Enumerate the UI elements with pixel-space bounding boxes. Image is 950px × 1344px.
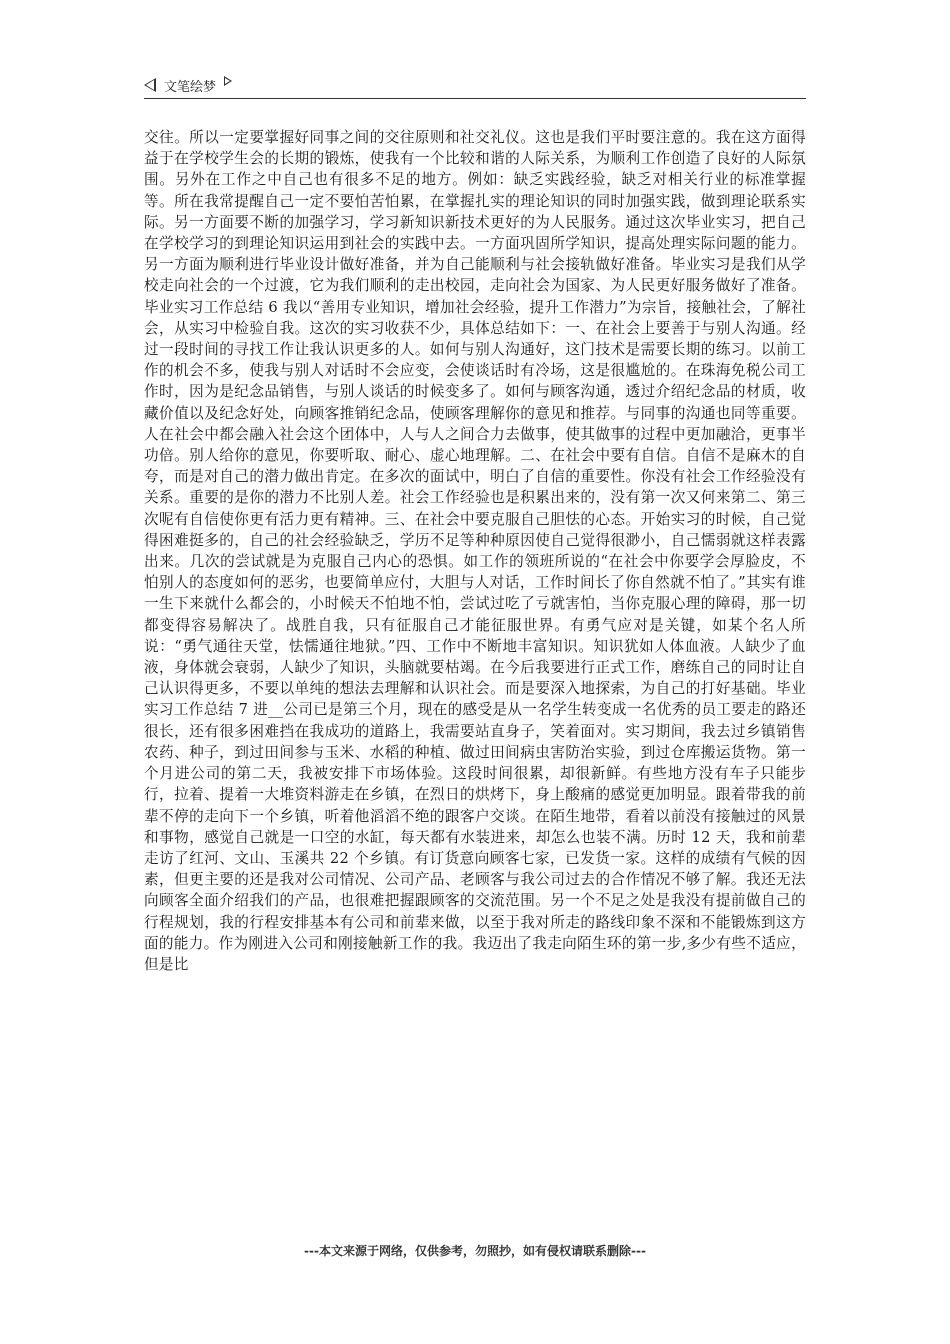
document-body-text: 交往。所以一定要掌握好同事之间的交往原则和社交礼仪。这也是我们平时要注意的。我在这方面得益于在学校学生会的长期的锻炼，使我有一个比较和谐的人际关系，为顺利工作创造了良好的人际氛围。另外在工作之中自己也有很多不足的地方。例如：缺乏实践经验，缺乏对相关行业的标准掌握等。所在我常提醒自己一定不要怕苦怕累，在掌握扎实的理论知识的同时加强实践，做到理论联系实际。另一方面要不断的加强学习，学习新知识新技术更好的为人民服务。通过这次毕业实习，把自己在学校学习的到理论知识运用到社会的实践中去。一方面巩固所学知识，提高处理实际问题的能力。另一方面为顺利进行毕业设计做好准备，并为自己能顺利与社会接轨做好准备。毕业实习是我们从学校走向社会的一个过渡，它为我们顺利的走出校园，走向社会为国家、为人民更好服务做好了准备。毕业实习工作总结 6 我以“善用专业知识，增加社会经验，提升工作潜力”为宗旨，接触社会，了解社会，从实习中检验自我。这次的实习收获不少，具体总结如下：一、在社会上要善于与别人沟通。经过一段时间的寻找工作让我认识更多的人。如何与别人沟通好，这门技术是需要长期的练习。以前工作的机会不多，使我与别人对话时不会应变，会使谈话时有冷场，这是很尴尬的。在珠海免税公司工作时，因为是纪念品销售，与别人谈话的时候变多了。如何与顾客沟通，透过介绍纪念品的材质，收藏价值以及纪念好处，向顾客推销纪念品，使顾客理解你的意见和推荐。与同事的沟通也同等重要。人在社会中都会融入社会这个团体中，人与人之间合力去做事，使其做事的过程中更加融洽，更事半功倍。别人给你的意见，你要听取、耐心、虚心地理解。二、在社会中要有自信。自信不是麻木的自夸，而是对自己的潜力做出肯定。在多次的面试中，明白了自信的重要性。你没有社会工作经验没有关系。重要的是你的潜力不比别人差。社会工作经验也是积累出来的，没有第一次又何来第二、第三次呢有自信使你更有活力更有精神。三、在社会中要克服自己胆怯的心态。开始实习的时候，自己觉得困难挺多的，自己的社会经验缺乏，学历不足等种种原因使自己觉得很渺小，自己懦弱就这样表露出来。几次的尝试就是为克服自己内心的恐惧。如工作的领班所说的“在社会中你要学会厚脸皮，不怕别人的态度如何的恶劣，也要简单应付，大胆与人对话，工作时间长了你自然就不怕了。”其实有谁一生下来就什么都会的，小时候天不怕地不怕，尝试过吃了亏就害怕，当你克服心理的障碍，那一切都变得容易解决了。战胜自我，只有征服自己才能征服世界。有勇气应对是关键，如某个名人所说：“勇气通往天堂，怯懦通往地狱。”四、工作中不断地丰富知识。知识犹如人体血液。人缺少了血液，身体就会衰弱，人缺少了知识，头脑就要枯竭。在今后我要进行正式工作，磨练自己的同时让自己认识得更多，不要以单纯的想法去理解和认识社会。而是要深入地探索，为自己的打好基础。毕业实习工作总结 7 进__公司已是第三个月，现在的感受是从一名学生转变成一名优秀的员工要走的路还很长，还有很多困难挡在我成功的道路上，我需要站直身子，笑着面对。实习期间，我去过乡镇销售农药、种子，到过田间参与玉米、水稻的种植、做过田间病虫害防治实验，到过仓库搬运货物。第一个月进公司的第二天，我被安排下市场体验。这段时间很累，却很新鲜。有些地方没有车子只能步行，拉着、提着一大堆资料游走在乡镇，在烈日的烘烤下，身上酸痛的感觉更加明显。跟着带我的前辈不停的走向下一个乡镇，听着他滔滔不绝的跟客户交谈。在陌生地带，看着以前没有接触过的风景和事物，感觉自己就是一口空的水缸，每天都有水装进来，却怎么也装不满。历时 12 天，我和前辈走访了红河、文山、玉溪共 22 个乡镇。有订货意向顾客七家，已发货一家。这样的成绩有气候的因素，但更主要的还是我对公司情况、公司产品、老顾客与我公司过去的合作情况不够了解。我还无法向顾客全面介绍我们的产品，也很难把握跟顾客的交流范围。另一个不足之处是我没有提前做自己的行程规划，我的行程安排基本有公司和前辈来做，以至于我对所走的路线印象不深和不能锻炼到这方面的能力。作为刚进入公司和刚接触新工作的我。我迈出了我走向陌生环的第一步,多少有些不适应，但是比 (144, 129, 806, 973)
page-footer-disclaimer: ---本文来源于网络，仅供参考，勿照抄，如有侵权请联系删除--- (304, 1244, 646, 1258)
header-title: 文笔绘梦 (164, 79, 217, 95)
page-header (144, 72, 806, 99)
triangle-right-icon (224, 76, 232, 86)
triangle-left-icon (144, 78, 156, 92)
